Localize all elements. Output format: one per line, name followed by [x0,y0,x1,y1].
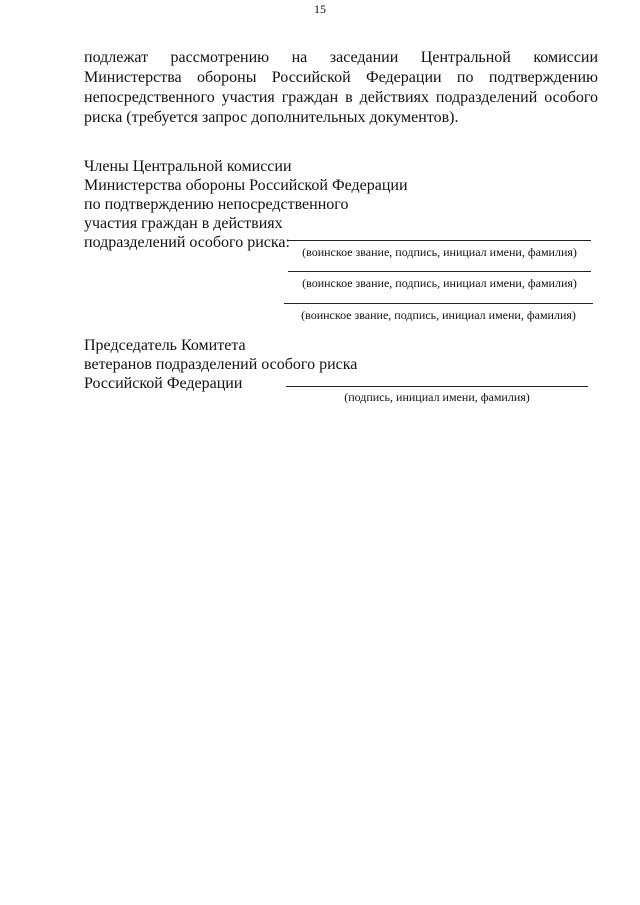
page-number: 15 [314,2,326,16]
member-signature-line-3 [284,303,593,304]
members-label [84,157,408,252]
chairman-signature-line [286,386,588,387]
member-signature-caption-1: (воинское звание, подпись, инициал имени, фамилия) [302,245,577,259]
member-signature-caption-2: (воинское звание, подпись, инициал имени, фамилия) [302,276,577,290]
members-label-line: Члены Центральной комиссии [84,158,292,175]
members-label-line: по подтверждению непосредственного [84,196,349,213]
body-paragraph: подлежат рассмотрению на заседании Центральной комиссии Министерства обороны Российской Федерации по подтверждению непосредственного участия граждан в действиях подразделений особого риска (требуется запрос дополнительных документов). [84,49,598,126]
member-signature-caption-3: (воинское звание, подпись, инициал имени, фамилия) [301,308,576,322]
members-label-line: участия граждан в действиях [84,215,283,232]
member-signature-line-1 [288,240,591,241]
members-label-line: Министерства обороны Российской Федерации [84,177,408,194]
chairman-label-line: Председатель Комитета [84,337,246,354]
member-signature-line-2 [288,271,591,272]
members-label-line: подразделений особого риска: [84,234,290,251]
chairman-label-line: ветеранов подразделений особого риска [84,356,358,373]
chairman-label [84,336,357,393]
chairman-label-line: Российской Федерации [84,375,243,392]
chairman-signature-caption: (подпись, инициал имени, фамилия) [344,390,530,404]
